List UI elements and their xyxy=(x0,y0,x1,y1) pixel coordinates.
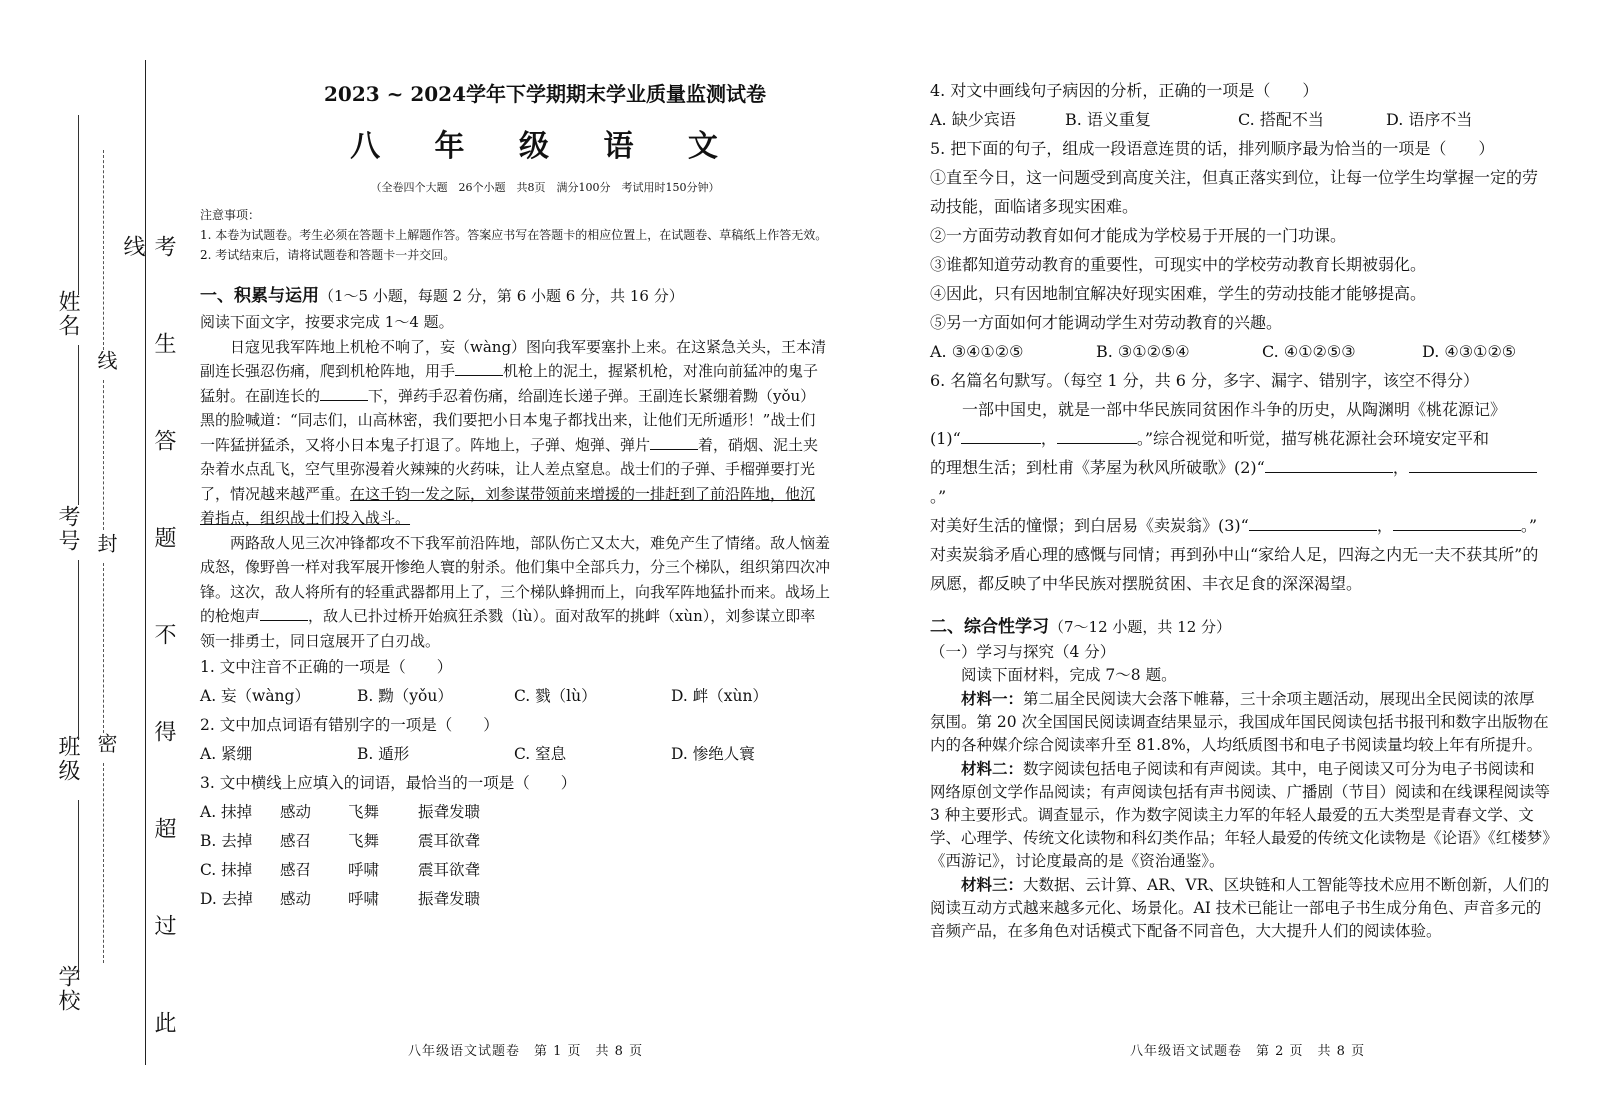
answer-blank xyxy=(455,361,503,376)
option-cell: 感动 xyxy=(280,890,312,908)
question-3-option-a[interactable] xyxy=(200,798,830,827)
option-a[interactable]: A. 妄（wàng） xyxy=(200,687,310,705)
material-3 xyxy=(930,873,1550,943)
school-label: 学校 xyxy=(55,965,80,1013)
exam-info: （全卷四个大题 26个小题 共8页 满分100分 考试用时150分钟） xyxy=(370,181,720,194)
material-text: 数字阅读包括电子阅读和有声阅读。其中，电子阅读又可分为电子书阅读和网络原创文学作品阅读；有声阅读包括有声书阅读、广播剧（节目）阅读和在线课程阅读等 3 种主要形式。调查显示，作为数字阅读主力军的年轻人最爱的五大类型是青春文学、文学、心理学、传统文化读物和科幻类作品；年轻人最爱的传统文化读物是《论语》《红楼梦》《西游记》，讨论度最高的是《资治通鉴》。 xyxy=(930,760,1551,870)
sentence-3: ③谁都知道劳动教育的重要性，可现实中的学校劳动教育长期被弱化。 xyxy=(930,255,1427,274)
material-1 xyxy=(930,687,1550,757)
option-d[interactable]: D. ④③①②⑤ xyxy=(1422,342,1517,361)
section-2-heading xyxy=(930,612,1550,637)
fill-blank-2[interactable] xyxy=(1057,429,1137,444)
option-c[interactable]: C. 戮（lù） xyxy=(514,687,597,705)
class-field-line[interactable] xyxy=(78,560,79,740)
material-text: 第二届全民阅读大会落下帷幕，三十余项主题活动，展现出全民阅读的浓厚氛围。第 20 次全国国民阅读调查结果显示，我国成年国民阅读包括书报刊和数字出版物在内的各种媒介综合阅读率升至 81.8%，人均纸质图书和电子书阅读量均较上年有所提升。 xyxy=(930,690,1549,754)
question-3-option-d[interactable] xyxy=(200,885,830,914)
material-label: 材料一： xyxy=(961,689,1024,708)
question-3: 3. 文中横线上应填入的词语，最恰当的一项是（ ） xyxy=(200,774,577,792)
page-1 xyxy=(200,78,830,914)
option-c[interactable]: C. ④①②⑤③ xyxy=(1262,342,1356,361)
notes-heading: 注意事项： xyxy=(200,208,261,222)
seal-dash-3 xyxy=(103,563,104,733)
question-6-line-2 xyxy=(930,453,1550,511)
option-cell: D. 去掉 xyxy=(200,890,253,908)
exam-no-label: 考号 xyxy=(55,505,80,553)
option-cell: 感动 xyxy=(280,803,312,821)
option-d[interactable]: D. 语序不当 xyxy=(1386,110,1473,129)
question-6-line-3 xyxy=(930,511,1550,540)
fill-blank-3[interactable] xyxy=(1265,458,1393,473)
passage-text: 下，弹药手忍着伤痛，给副连长递子弹。王副连长紧绷着黝（yǒu）黑的脸喊道：“同志们，山高林密，我们要把小日本鬼子都找出来，让他们无所遁形！”战士们一阵猛拼猛杀，又将小日本鬼子打退了。阵地上，子弹、炮弹、弹片 xyxy=(200,386,816,454)
question-5: 5. 把下面的句子，组成一段语意连贯的话，排列顺序最为恰当的一项是（ ） xyxy=(930,139,1495,158)
option-cell: A. 抹掉 xyxy=(200,803,253,821)
option-b[interactable]: B. 语义重复 xyxy=(1065,110,1151,129)
note-2: 2. 考试结束后，请将试题卷和答题卡一并交回。 xyxy=(200,248,456,262)
fill-text: ， xyxy=(1376,516,1393,535)
option-cell: C. 抹掉 xyxy=(200,861,253,879)
fill-blank-4[interactable] xyxy=(1409,458,1537,473)
option-cell: 振聋发聩 xyxy=(418,890,481,908)
seal-mi: 密 xyxy=(94,733,118,755)
option-a[interactable]: A. ③④①②⑤ xyxy=(930,342,1024,361)
material-text: 大数据、云计算、AR、VR、区块链和人工智能等技术应用不断创新，人们的阅读互动方式越来越多元化、场景化。AI 技术已能让一部电子书生成分角色、声音多元的音频产品，在多角色对话模式下配备不同音色，大大提升人们的阅读体验。 xyxy=(930,876,1550,940)
exam-title: 2023 ~ 2024学年下学期期末学业质量监测试卷 xyxy=(323,82,766,106)
passage-text: 日寇见我军阵地上机枪不响了，妄（wàng）图向我军要塞扑上来。在这紧急关头，王本清副连长强忍伤痛，爬到机枪阵地，用手 xyxy=(200,337,827,380)
fill-blank-6[interactable] xyxy=(1393,516,1521,531)
exam-no-field-line[interactable] xyxy=(78,345,79,505)
fill-text: 。”综合视觉和听觉，描写桃花源社会环境安定平和 xyxy=(1136,429,1490,448)
page-1-footer: 八年级语文试题卷 第 1 页 共 8 页 xyxy=(408,1044,644,1059)
seal-feng: 封 xyxy=(94,533,118,555)
passage-text: 两路敌人见三次冲锋都攻不下我军前沿阵地，部队伤亡又太大，难免产生了情绪。敌人恼羞成怒，像野兽一样对我军展开惨绝人寰的射杀。他们集中全部兵力，分三个梯队，组织第四次冲锋。这次，敌人将所有的轻重武器都用上了，三个梯队蜂拥而上，向我军阵地猛扑而来。战场上的枪炮声 xyxy=(200,533,831,625)
sentence-1: ①直至今日，这一问题受到高度关注，但真正落实到位，让每一位学生均掌握一定的劳动技能，面临诸多现实困难。 xyxy=(930,168,1539,216)
fill-text: ， xyxy=(1040,429,1057,448)
answer-blank xyxy=(260,606,308,621)
option-cell: 感召 xyxy=(280,861,312,879)
question-6: 6. 名篇名句默写。（每空 1 分，共 6 分，多字、漏字、错别字，该空不得分） xyxy=(930,371,1480,390)
option-b[interactable]: B. 黝（yǒu） xyxy=(357,687,453,705)
fill-blank-1[interactable] xyxy=(961,429,1041,444)
school-field-line[interactable] xyxy=(78,800,79,980)
option-a[interactable]: A. 紧绷 xyxy=(200,745,253,763)
fill-blank-5[interactable] xyxy=(1249,516,1377,531)
question-2: 2. 文中加点词语有错别字的一项是（ ） xyxy=(200,716,499,734)
option-c[interactable]: C. 搭配不当 xyxy=(1238,110,1324,129)
question-3-option-c[interactable] xyxy=(200,856,830,885)
question-5-options xyxy=(930,337,1550,366)
option-cell: 呼啸 xyxy=(348,861,380,879)
section-1-scoring: （1～5 小题，每题 2 分，第 6 小题 6 分，共 16 分） xyxy=(319,287,684,305)
passage-text: 机枪上的泥土，握紧机枪，对准向前猛冲的鬼子猛射。在副连长的 xyxy=(200,362,819,405)
reading-instruction-2: 阅读下面材料，完成 7～8 题。 xyxy=(961,666,1177,684)
question-1-options xyxy=(200,682,830,711)
fill-text: 的理想生活；到杜甫《茅屋为秋风所破歌》(2)“ xyxy=(930,458,1265,477)
material-label: 材料二： xyxy=(961,759,1024,778)
seal-dash-4 xyxy=(103,763,104,963)
sentence-2: ②一方面劳动教育如何才能成为学校易于开展的一门功课。 xyxy=(930,226,1347,245)
question-6-closing: 对卖炭翁矛盾心理的感慨与同情；再到孙中山“家给人足，四海之内无一夫不获其所”的夙愿，都反映了中华民族对摆脱贫困、丰衣足食的深深渴望。 xyxy=(930,545,1539,593)
seal-dash-1 xyxy=(103,150,104,350)
seal-warning-text: 考 生 答 题 不 得 超 过 此 线 xyxy=(120,235,176,1067)
option-d[interactable]: D. 衅（xùn） xyxy=(671,687,768,705)
option-cell: 呼啸 xyxy=(348,890,380,908)
material-label: 材料三： xyxy=(961,875,1024,894)
question-6-text: 一部中国史，就是一部中华民族同贫困作斗争的历史，从陶渊明《桃花源记》 xyxy=(962,400,1507,419)
passage-text: 着，硝烟、泥土夹杂着水点乱飞，空气里弥漫着火辣辣的火药味，让人差点窒息。战士们的子弹、手榴弹要打光了，情况越来越严重。 xyxy=(200,435,819,503)
option-a[interactable]: A. 缺少宾语 xyxy=(930,110,1016,129)
question-6-line-1 xyxy=(930,424,1550,453)
fill-text: 。” xyxy=(1520,516,1538,535)
name-field-line[interactable] xyxy=(78,115,79,295)
class-label: 班级 xyxy=(55,735,80,783)
note-1: 1. 本卷为试题卷。考生必须在答题卡上解题作答。答案应书写在答题卡的相应位置上，在试题卷、草稿纸上作答无效。 xyxy=(200,228,828,242)
question-4: 4. 对文中画线句子病因的分析，正确的一项是（ ） xyxy=(930,81,1319,100)
fill-text: (1)“ xyxy=(930,429,961,448)
option-cell: 飞舞 xyxy=(348,832,380,850)
material-2 xyxy=(930,757,1550,873)
passage-paragraph-2 xyxy=(200,531,830,654)
fill-text: 对美好生活的憧憬；到白居易《卖炭翁》(3)“ xyxy=(930,516,1249,535)
question-1: 1. 文中注音不正确的一项是（ ） xyxy=(200,658,453,676)
option-cell: 感召 xyxy=(280,832,312,850)
question-3-option-b[interactable] xyxy=(200,827,830,856)
option-d[interactable]: D. 惨绝人寰 xyxy=(671,745,755,763)
seal-xian: 线 xyxy=(94,350,118,372)
section-1-heading xyxy=(200,281,830,306)
fill-text: ， xyxy=(1392,458,1409,477)
fill-text: 。” xyxy=(930,487,947,506)
answer-blank xyxy=(650,435,698,450)
page-2 xyxy=(930,76,1550,943)
option-cell: 飞舞 xyxy=(348,803,380,821)
question-4-options xyxy=(930,105,1550,134)
name-label: 姓名 xyxy=(55,290,80,338)
option-cell: B. 去掉 xyxy=(200,832,253,850)
option-b[interactable]: B. 遁形 xyxy=(357,745,410,763)
section-2-scoring: （7～12 小题，共 12 分） xyxy=(1049,618,1232,636)
option-cell: 震耳欲聋 xyxy=(418,861,481,879)
question-2-options xyxy=(200,740,830,769)
page-2-footer: 八年级语文试题卷 第 2 页 共 8 页 xyxy=(1130,1044,1366,1059)
answer-blank xyxy=(320,386,368,401)
section-1-title: 一、积累与运用 xyxy=(200,286,319,306)
reading-instruction: 阅读下面文字，按要求完成 1～4 题。 xyxy=(200,313,454,331)
passage-text: ，敌人已扑过桥开始疯狂杀戮（lù）。面对敌军的挑衅（xùn），刘参谋立即率领一排勇士，同日寇展开了白刃战。 xyxy=(200,607,816,650)
subsection-1-title: （一）学习与探究（4 分） xyxy=(930,643,1116,661)
seal-dash-2 xyxy=(103,380,104,530)
section-2-title: 二、综合性学习 xyxy=(930,617,1049,637)
option-b[interactable]: B. ③①②⑤④ xyxy=(1096,342,1190,361)
sentence-4: ④因此，只有因地制宜解决好现实困难，学生的劳动技能才能够提高。 xyxy=(930,284,1427,303)
option-cell: 振聋发聩 xyxy=(418,803,481,821)
option-cell: 震耳欲聋 xyxy=(418,832,481,850)
option-c[interactable]: C. 窒息 xyxy=(514,745,567,763)
sentence-5: ⑤另一方面如何才能调动学生对劳动教育的兴趣。 xyxy=(930,313,1283,332)
subject-title: 八 年 级 语 文 xyxy=(350,129,740,164)
passage-paragraph-1 xyxy=(200,335,830,531)
underlined-sentence: 在这千钧一发之际，刘参谋带领前来增援的一排赶到了前沿阵地，他沉着指点，组织战士们投入战斗。 xyxy=(200,484,816,527)
